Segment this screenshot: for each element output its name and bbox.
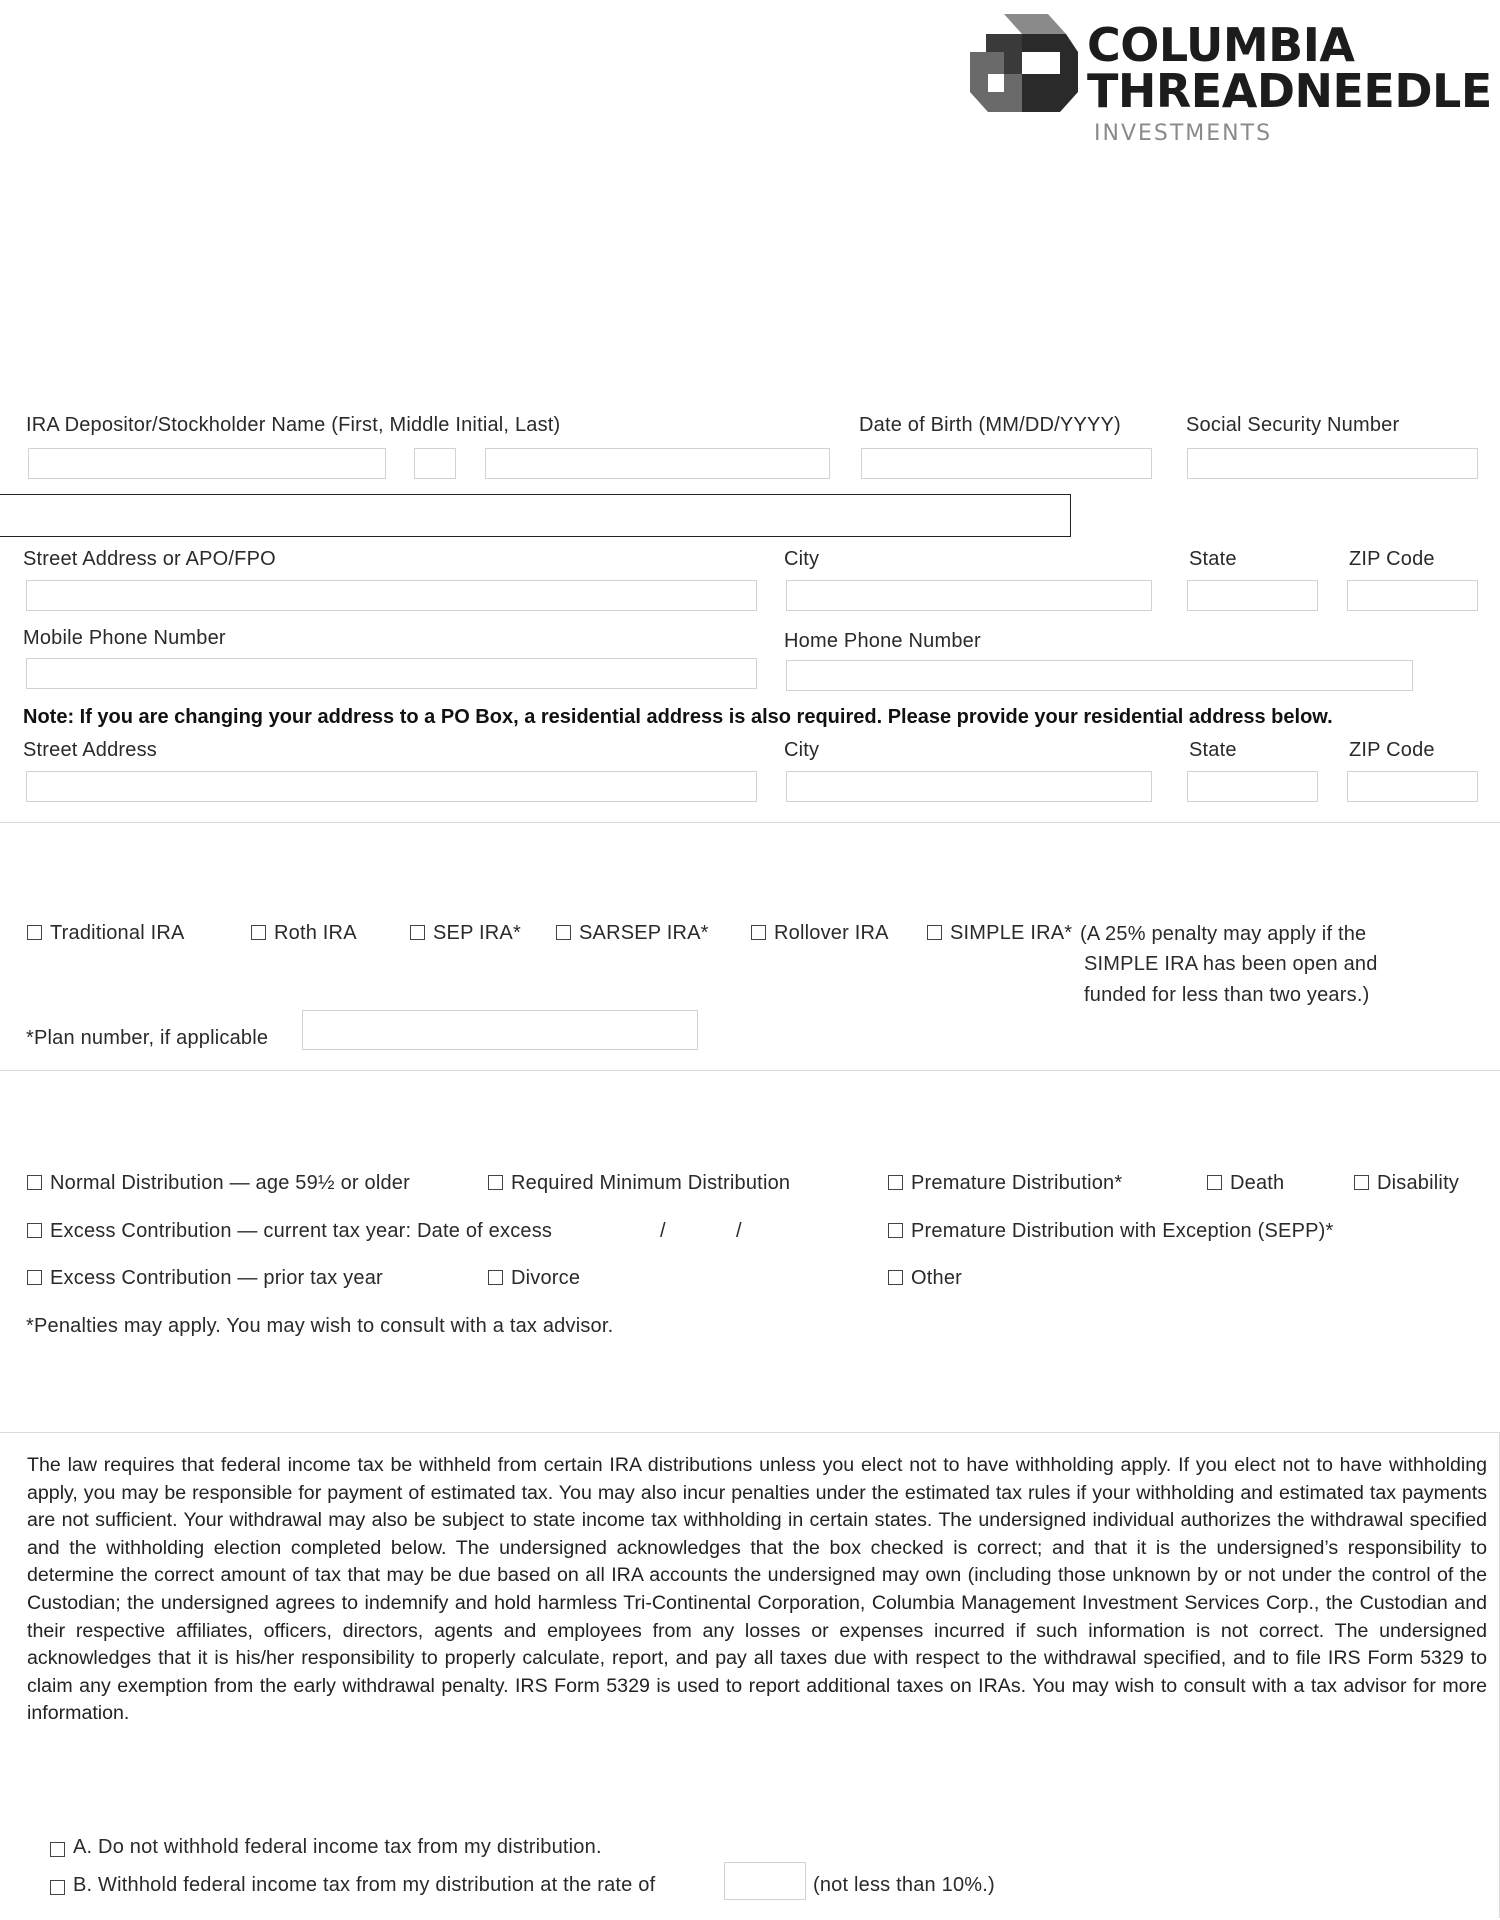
- dob-input[interactable]: [861, 448, 1152, 479]
- excess-current-option[interactable]: Excess Contribution — current tax year: Date of excess: [27, 1220, 552, 1243]
- death-option[interactable]: Death: [1207, 1172, 1284, 1195]
- address-rule: [0, 494, 1071, 537]
- logo-line-2: THREADNEEDLE: [1087, 64, 1492, 118]
- checkbox[interactable]: [410, 925, 425, 940]
- checkbox[interactable]: [1354, 1175, 1369, 1190]
- checkbox[interactable]: [888, 1270, 903, 1285]
- checkbox[interactable]: [251, 925, 266, 940]
- res-zip-input[interactable]: [1347, 771, 1478, 802]
- checkbox[interactable]: [27, 925, 42, 940]
- home-label: Home Phone Number: [784, 630, 981, 652]
- date-slash-2: /: [736, 1220, 742, 1242]
- excess-prior-option[interactable]: Excess Contribution — prior tax year: [27, 1267, 383, 1290]
- simple-ira-note-1: (A 25% penalty may apply if the: [1080, 923, 1367, 945]
- last-name-input[interactable]: [485, 448, 830, 479]
- res-state-label: State: [1189, 739, 1237, 761]
- checkbox[interactable]: [888, 1223, 903, 1238]
- res-street-input[interactable]: [26, 771, 757, 802]
- city-input[interactable]: [786, 580, 1152, 611]
- disability-option[interactable]: Disability: [1354, 1172, 1459, 1195]
- first-name-input[interactable]: [28, 448, 386, 479]
- rollover-ira-option[interactable]: Rollover IRA: [751, 922, 889, 945]
- street-input[interactable]: [26, 580, 757, 611]
- name-label: IRA Depositor/Stockholder Name (First, Middle Initial, Last): [26, 414, 561, 436]
- checkbox[interactable]: [751, 925, 766, 940]
- res-street-label: Street Address: [23, 739, 157, 761]
- mobile-input[interactable]: [26, 658, 757, 689]
- penalty-note: *Penalties may apply. You may wish to consult with a tax advisor.: [26, 1315, 614, 1337]
- section-divider: [0, 1070, 1500, 1071]
- dob-label: Date of Birth (MM/DD/YYYY): [859, 414, 1121, 436]
- withholding-option-b[interactable]: B. Withhold federal income tax from my distribution at the rate of: [50, 1874, 655, 1897]
- checkbox[interactable]: [556, 925, 571, 940]
- checkbox[interactable]: [27, 1270, 42, 1285]
- divorce-option[interactable]: Divorce: [488, 1267, 580, 1290]
- withholding-option-a[interactable]: A. Do not withhold federal income tax from my distribution.: [50, 1836, 602, 1859]
- state-label: State: [1189, 548, 1237, 570]
- premature-distribution-option[interactable]: Premature Distribution*: [888, 1172, 1122, 1195]
- checkbox[interactable]: [27, 1175, 42, 1190]
- ssn-input[interactable]: [1187, 448, 1478, 479]
- other-option[interactable]: Other: [888, 1267, 962, 1290]
- traditional-ira-option[interactable]: Traditional IRA: [27, 922, 185, 945]
- res-state-input[interactable]: [1187, 771, 1318, 802]
- date-slash-1: /: [660, 1220, 666, 1242]
- normal-distribution-option[interactable]: Normal Distribution — age 59½ or older: [27, 1172, 410, 1195]
- state-input[interactable]: [1187, 580, 1318, 611]
- checkbox[interactable]: [50, 1880, 65, 1895]
- zip-input[interactable]: [1347, 580, 1478, 611]
- sarsep-ira-option[interactable]: SARSEP IRA*: [556, 922, 709, 945]
- mobile-label: Mobile Phone Number: [23, 627, 226, 649]
- sep-ira-option[interactable]: SEP IRA*: [410, 922, 521, 945]
- logo-line-1: COLUMBIA: [1087, 18, 1355, 72]
- po-box-note: Note: If you are changing your address to a PO Box, a residential address is also required. Please provide your residential address below.: [23, 706, 1333, 728]
- roth-ira-option[interactable]: Roth IRA: [251, 922, 357, 945]
- withholding-paragraph: The law requires that federal income tax be withheld from certain IRA distributions unless you elect not to have withholding apply. If you elect not to have withholding apply, you may be responsible for payment of estimated tax. You may also incur penalties under the estimated tax rules if your withholding and estimated tax payments are not sufficient. Your withdrawal may also be subject to state income tax withholding in certain states. The undersigned individual authorizes the withdrawal specified and the withholding election completed below. The undersigned acknowledges that the box checked is correct; and that it is the undersigned’s responsibility to determine the correct amount of tax that may be due based on all IRA accounts the undersigned may own (including those unknown by or not under the control of the Custodian; the undersigned agrees to indemnify and hold harmless Tri-Continental Corporation, Columbia Management Investment Services Corp., the Custodian and their respective affiliates, officers, directors, agents and employees from any losses or expenses incurred if such information is not correct. The undersigned acknowledges that it is his/her responsibility to properly calculate, report, and pay all taxes due with respect to the withdrawal specified, and to file IRS Form 5329 to claim any exemption from the early withdrawal penalty. IRS Form 5329 is used to report additional taxes on IRAs. You may wish to consult with a tax advisor for more information.: [27, 1454, 1487, 1725]
- street-label: Street Address or APO/FPO: [23, 548, 276, 570]
- simple-ira-note-2: SIMPLE IRA has been open and: [1084, 953, 1378, 975]
- withholding-rate-input[interactable]: [724, 1862, 806, 1900]
- zip-label: ZIP Code: [1349, 548, 1435, 570]
- plan-number-input[interactable]: [302, 1010, 698, 1050]
- simple-ira-note-3: funded for less than two years.): [1084, 984, 1370, 1006]
- withholding-rate-note: (not less than 10%.): [813, 1874, 995, 1896]
- res-city-input[interactable]: [786, 771, 1152, 802]
- rmd-option[interactable]: Required Minimum Distribution: [488, 1172, 790, 1195]
- res-city-label: City: [784, 739, 820, 761]
- checkbox[interactable]: [488, 1175, 503, 1190]
- checkbox[interactable]: [927, 925, 942, 940]
- ssn-label: Social Security Number: [1186, 414, 1400, 436]
- checkbox[interactable]: [888, 1175, 903, 1190]
- res-zip-label: ZIP Code: [1349, 739, 1435, 761]
- city-label: City: [784, 548, 820, 570]
- checkbox[interactable]: [50, 1842, 65, 1857]
- simple-ira-option[interactable]: SIMPLE IRA*: [927, 922, 1072, 945]
- premature-exception-option[interactable]: Premature Distribution with Exception (SEPP)*: [888, 1220, 1334, 1243]
- checkbox[interactable]: [1207, 1175, 1222, 1190]
- checkbox[interactable]: [27, 1223, 42, 1238]
- section-divider: [0, 822, 1500, 823]
- plan-number-label: *Plan number, if applicable: [26, 1027, 269, 1049]
- home-input[interactable]: [786, 660, 1413, 691]
- cube-logo-icon: [966, 12, 1084, 130]
- middle-initial-input[interactable]: [414, 448, 456, 479]
- checkbox[interactable]: [488, 1270, 503, 1285]
- company-logo: [966, 12, 1496, 152]
- logo-line-3: INVESTMENTS: [1094, 121, 1273, 146]
